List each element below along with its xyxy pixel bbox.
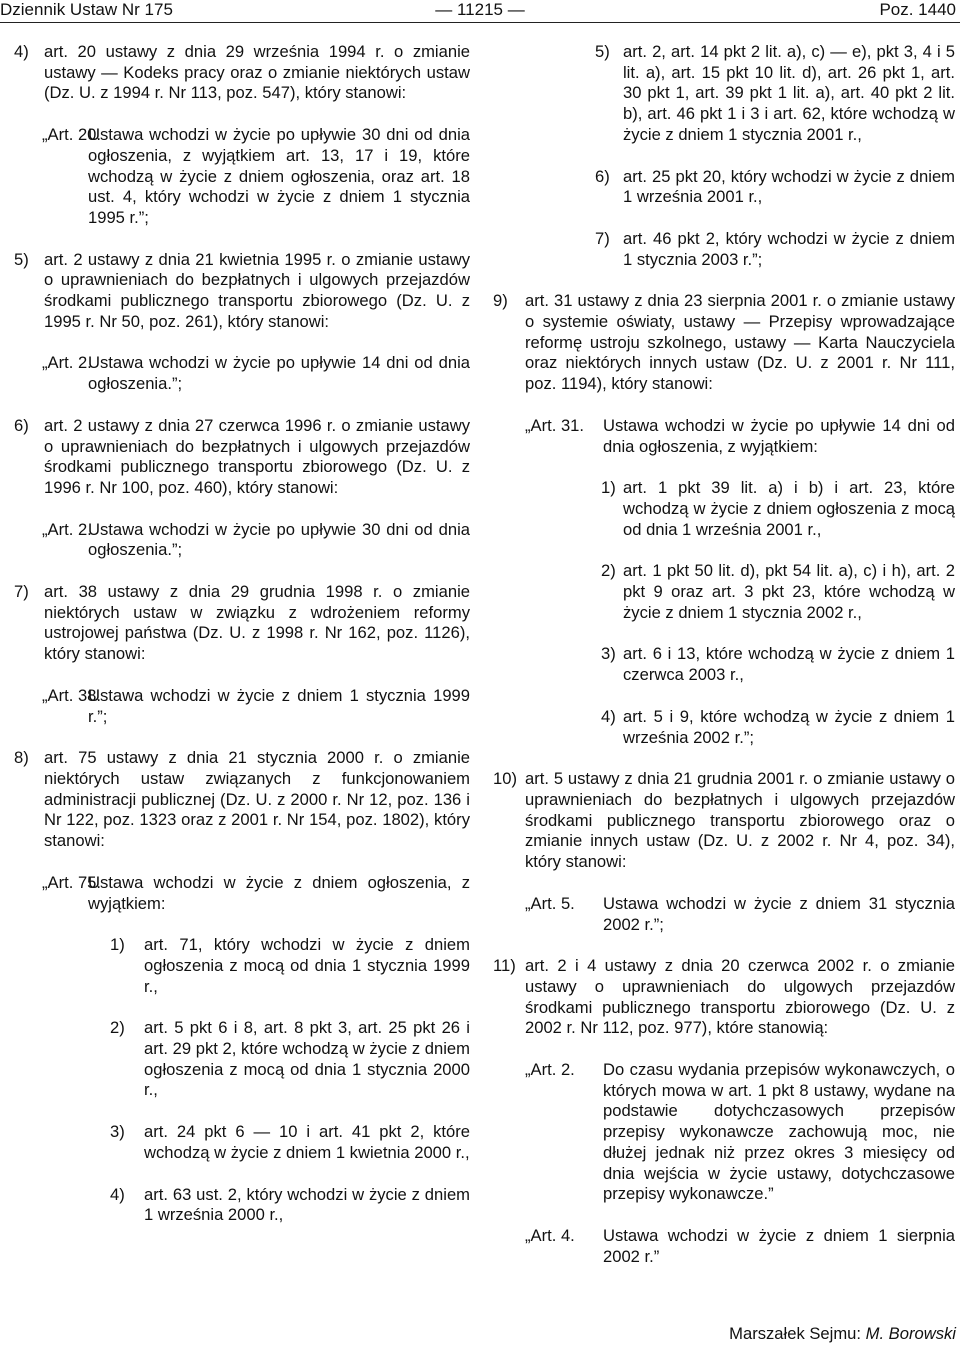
sub-point-number: 1) xyxy=(601,478,616,498)
item-text: art. 38 ustawy z dnia 29 grudnia 1998 r. o zmianie niektórych ustaw w związku z wdrożeniem reformy ustrojowej państwa (Dz. U. z 1998 r. Nr 162, poz. 1126), który stanowi: xyxy=(44,582,470,664)
item-text: art. 31 ustawy z dnia 23 sierpnia 2001 r. o zmianie ustawy o systemie oświaty, ustawy — Przepisy wprowadzające reformę ustroju szkolnego, ustawy — Karta Nauczyciela oraz niektórych innych ustaw (Dz. U. z 2001 r. Nr 111, poz. 1194), który stanowi: xyxy=(525,291,955,394)
sub-point-number: 3) xyxy=(601,644,616,664)
sub-point-number: 3) xyxy=(110,1122,125,1142)
article-number: „Art. 75. xyxy=(42,872,102,892)
sub-point-text: art. 24 pkt 6 — 10 i art. 41 pkt 2, które wchodzą w życie z dniem 1 kwietnia 2000 r., xyxy=(144,1122,470,1162)
quoted-article xyxy=(14,125,470,229)
item-text: art. 2 i 4 ustawy z dnia 20 czerwca 2002 r. o zmianie ustawy o uprawnieniach do ulgowych przejazdów środkami publicznego transportu zbiorowego (Dz. U. z 2002 r. Nr 112, poz. 977), które stanowią: xyxy=(525,956,955,1038)
article-number: „Art. 4. xyxy=(525,1225,575,1245)
right-column xyxy=(493,42,955,1267)
article-text: Ustawa wchodzi w życie po upływie 14 dni od dnia ogłoszenia.”; xyxy=(88,353,470,394)
page-number: — 11215 — xyxy=(435,0,525,19)
item-number: 7) xyxy=(14,582,29,602)
article-number: „Art. 2. xyxy=(42,353,92,373)
sub-point-text: art. 1 pkt 50 lit. d), pkt 54 lit. a), c) i h), art. 2 pkt 9 oraz art. 3 pkt 23, które wchodzą w życie z dniem 1 stycznia 2002 r., xyxy=(623,561,955,622)
item-number: 5) xyxy=(14,249,29,269)
list-item xyxy=(14,250,470,333)
sub-point xyxy=(493,167,955,208)
list-item xyxy=(493,291,955,395)
item-text: art. 5 ustawy z dnia 21 grudnia 2001 r. o zmianie ustawy o uprawnieniach do bezpłatnych i ulgowych przejazdów środkami publicznego transportu zbiorowego oraz o zmianie innych ustaw (Dz. U. z 2002 r. Nr 4, poz. 34), który stanowi: xyxy=(525,769,955,872)
sub-point xyxy=(14,935,470,997)
continued-sub-points xyxy=(493,42,955,270)
sub-point-number: 1) xyxy=(110,935,125,955)
quoted-article xyxy=(14,873,470,914)
sub-point-text: art. 2, art. 14 pkt 2 lit. a), c) — e), pkt 3, 4 i 5 lit. a), art. 15 pkt 10 lit. d), art. 26 pkt 1, art. 30 pkt 1, art. 39 pkt 1 lit. a), art. 40 pkt 2 lit. b), art. 46 pkt 1 i 3 i art. 62, które wchodzą w życie z dniem 1 stycznia 2001 r., xyxy=(623,42,955,144)
sub-point-number: 5) xyxy=(595,42,610,61)
quoted-article xyxy=(493,1060,955,1205)
sub-point-text: art. 46 pkt 2, który wchodzi w życie z dniem 1 stycznia 2003 r.”; xyxy=(623,228,955,269)
article-text: Ustawa wchodzi w życie z dniem 1 stycznia 1999 r.”; xyxy=(88,685,470,726)
sub-point xyxy=(493,42,955,146)
sub-point-number: 4) xyxy=(601,706,616,726)
list-item xyxy=(14,748,470,852)
quoted-article xyxy=(493,416,955,457)
page-header xyxy=(0,0,960,22)
list-item xyxy=(14,42,470,104)
signature-label: Marszałek Sejmu: xyxy=(729,1324,862,1344)
article-number: „Art. 31. xyxy=(525,415,585,435)
item-number: 4) xyxy=(14,42,29,61)
sub-point-number: 7) xyxy=(595,228,610,248)
signature-name: M. Borowski xyxy=(865,1324,956,1344)
position-number: Poz. 1440 xyxy=(879,0,956,19)
sub-point xyxy=(493,229,955,270)
article-text: Ustawa wchodzi w życie po upływie 14 dni od dnia ogłoszenia, z wyjątkiem: xyxy=(603,415,955,456)
item-text: art. 2 ustawy z dnia 27 czerwca 1996 r. o zmianie ustawy o uprawnieniach do bezpłatnych i ulgowych przejazdów środkami publicznego transportu zbiorowego (Dz. U. z 1996 r. Nr 100, poz. 460), który stanowi: xyxy=(44,415,470,497)
sub-point xyxy=(14,1185,470,1226)
sub-point xyxy=(14,1122,470,1163)
quoted-article xyxy=(493,894,955,935)
sub-point-text: art. 1 pkt 39 lit. a) i b) i art. 23, które wchodzą w życie z dniem ogłoszenia z mocą od dnia 1 września 2001 r., xyxy=(623,478,955,539)
sub-point-text: art. 5 i 9, które wchodzą w życie z dniem 1 września 2002 r.”; xyxy=(623,706,955,747)
article-text: Ustawa wchodzi w życie z dniem 31 stycznia 2002 r.”; xyxy=(603,893,955,934)
item-number: 10) xyxy=(493,769,517,789)
article-text: Ustawa wchodzi w życie po upływie 30 dni od dnia ogłoszenia, z wyjątkiem art. 13, 17 i 19, które wchodzą w życie z dniem ogłoszenia, oraz art. 18 ust. 4, który wchodzi w życie z dniem 1 stycznia 1995 r.”; xyxy=(88,125,470,227)
item-number: 9) xyxy=(493,291,508,311)
article-text: Ustawa wchodzi w życie po upływie 30 dni od dnia ogłoszenia.”; xyxy=(88,519,470,560)
item-text: art. 2 ustawy z dnia 21 kwietnia 1995 r. o zmianie ustawy o uprawnieniach do bezpłatnych i ulgowych przejazdów środkami publicznego transportu zbiorowego (Dz. U. z 1995 r. Nr 50, poz. 261), który stanowi: xyxy=(44,249,470,331)
sub-point-text: art. 25 pkt 20, który wchodzi w życie z dniem 1 września 2001 r., xyxy=(623,166,955,207)
article-text: Ustawa wchodzi w życie z dniem 1 sierpnia 2002 r.” xyxy=(603,1225,955,1266)
article-number: „Art. 38. xyxy=(42,685,102,705)
header-rule xyxy=(0,22,960,23)
journal-title: Dziennik Ustaw Nr 175 xyxy=(0,0,173,19)
quoted-article xyxy=(493,1226,955,1267)
quoted-article xyxy=(14,520,470,561)
list-item xyxy=(14,582,470,665)
article-number: „Art. 20. xyxy=(42,125,102,145)
sub-point-number: 4) xyxy=(110,1184,125,1204)
item-text: art. 20 ustawy z dnia 29 września 1994 r. o zmianie ustawy — Kodeks pracy oraz o zmianie niektórych ustaw (Dz. U. z 1994 r. Nr 113, poz. 547), który stanowi: xyxy=(44,42,470,103)
left-column xyxy=(14,42,470,1226)
item-text: art. 75 ustawy z dnia 21 stycznia 2000 r. o zmianie niektórych ustaw związanych z funkcjonowaniem administracji publicznej (Dz. U. z 2000 r. Nr 12, poz. 136 i Nr 122, poz. 1323 oraz z 2001 r. Nr 154, poz. 1802), który stanowi: xyxy=(44,748,470,851)
list-item xyxy=(493,956,955,1039)
sub-point-number: 2) xyxy=(601,561,616,581)
signature-line xyxy=(729,1324,956,1345)
article-number: „Art. 2. xyxy=(525,1060,575,1080)
sub-point-text: art. 63 ust. 2, który wchodzi w życie z dniem 1 września 2000 r., xyxy=(144,1184,470,1225)
article-number: „Art. 2. xyxy=(42,519,92,539)
sub-point-number: 2) xyxy=(110,1018,125,1038)
quoted-article xyxy=(14,353,470,394)
sub-point xyxy=(493,644,955,685)
article-text: Do czasu wydania przepisów wykonawczych, o których mowa w art. 1 pkt 8 ustawy, wydane na podstawie dotychczasowych przepisów przepisy wykonawcze zachowują moc, nie dłużej jednak niż przez okres 3 miesięcy od dnia wejścia w życie ustawy, dotychczasowe przepisy wykonawcze.” xyxy=(603,1060,955,1204)
sub-point-text: art. 71, który wchodzi w życie z dniem ogłoszenia z mocą od dnia 1 stycznia 1999 r., xyxy=(144,935,470,996)
list-item xyxy=(493,769,955,873)
sub-point-text: art. 6 i 13, które wchodzą w życie z dniem 1 czerwca 2003 r., xyxy=(623,644,955,685)
article-text: Ustawa wchodzi w życie z dniem ogłoszenia, z wyjątkiem: xyxy=(88,872,470,913)
sub-point xyxy=(493,478,955,540)
list-item xyxy=(14,416,470,499)
item-number: 11) xyxy=(493,956,516,976)
sub-point-number: 6) xyxy=(595,166,610,186)
sub-point xyxy=(493,561,955,623)
item-number: 6) xyxy=(14,415,29,435)
sub-point xyxy=(14,1018,470,1101)
sub-point xyxy=(493,707,955,748)
quoted-article xyxy=(14,686,470,727)
sub-point-text: art. 5 pkt 6 i 8, art. 8 pkt 3, art. 25 pkt 26 i art. 29 pkt 2, które wchodzą w życie z dniem ogłoszenia z mocą od dnia 1 stycznia 2000 r., xyxy=(144,1018,470,1100)
article-number: „Art. 5. xyxy=(525,893,575,913)
item-number: 8) xyxy=(14,748,29,768)
